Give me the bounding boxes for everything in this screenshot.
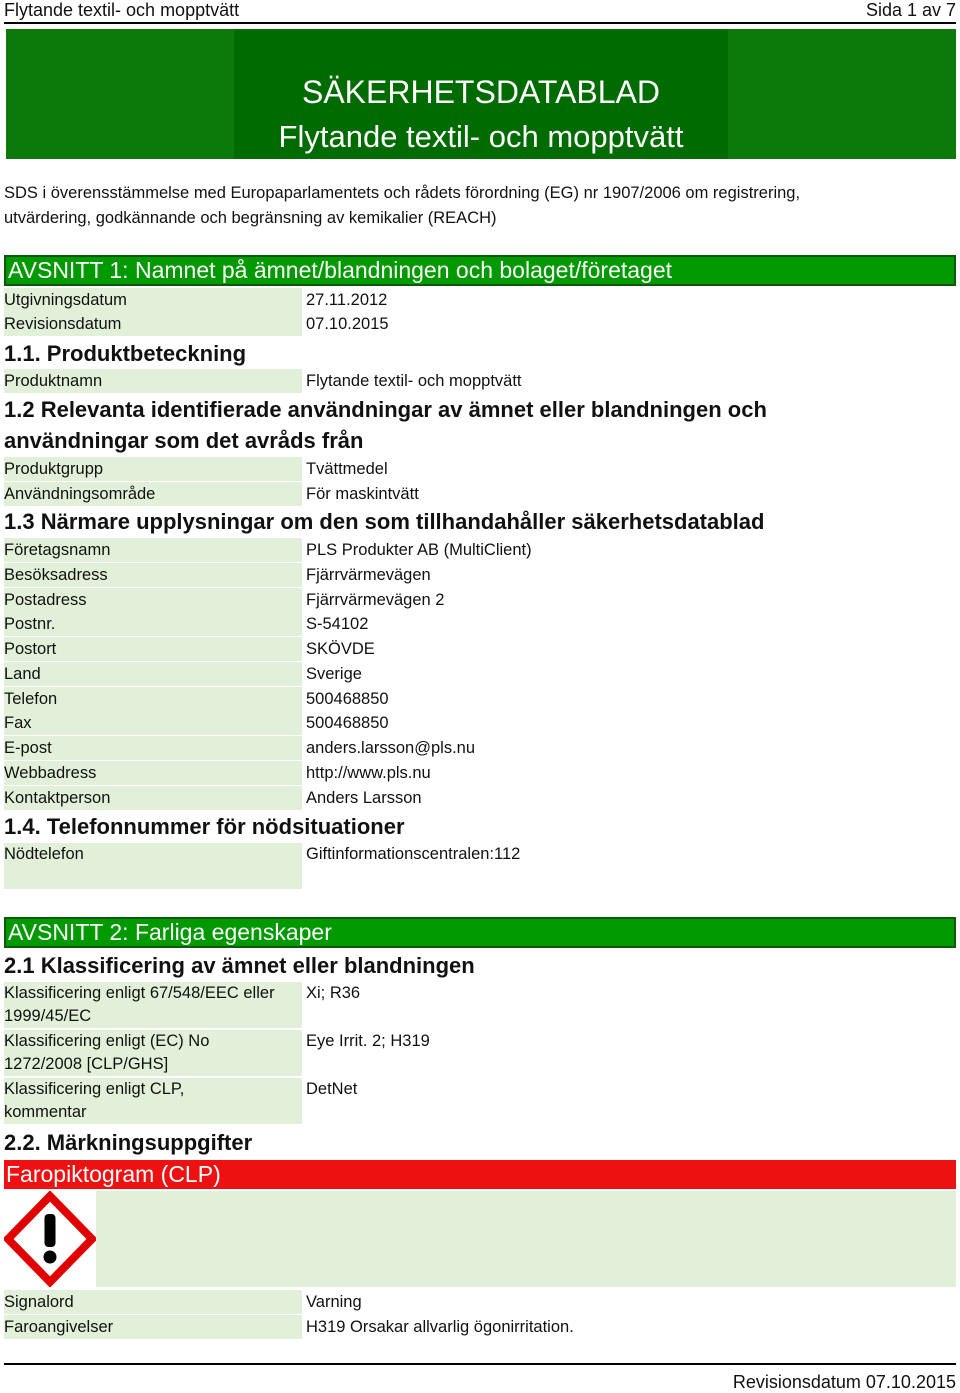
hazard-statement-row xyxy=(4,1315,956,1339)
subsection-2-1-title: 2.1 Klassificering av ämnet eller blandningen xyxy=(4,953,475,978)
intro-line-1: SDS i överensstämmelse med Europaparlamentets och rådets förordning (EG) nr 1907/2006 om registrering, xyxy=(4,184,801,202)
pictogram-header xyxy=(4,1160,956,1189)
product-name-value: Flytande textil- och mopptvätt xyxy=(306,372,522,390)
supplier-label: Fax xyxy=(4,711,302,735)
supplier-row-postal-address xyxy=(4,588,956,612)
classification-value: DetNet xyxy=(306,1080,358,1098)
revision-date-value: 07.10.2015 xyxy=(306,315,389,333)
supplier-value: Fjärrvärmevägen xyxy=(306,566,431,584)
email-link[interactable]: anders.larsson@pls.nu xyxy=(306,739,476,757)
classification-value: Xi; R36 xyxy=(306,984,361,1002)
page-number: Sida 1 av 7 xyxy=(865,0,956,20)
product-group-row xyxy=(4,457,956,481)
supplier-value: Sverige xyxy=(306,665,362,683)
product-title: Flytande textil- och mopptvätt xyxy=(278,119,684,154)
classification-label-line-2: 1999/45/EC xyxy=(4,1007,92,1025)
footer-divider xyxy=(4,1363,956,1365)
signal-word-label: Signalord xyxy=(4,1290,302,1314)
supplier-label: Postadress xyxy=(4,588,302,612)
subsection-1-1-title: 1.1. Produktbeteckning xyxy=(4,341,247,366)
subsection-1-3-title: 1.3 Närmare upplysningar om den som tillhandahåller säkerhetsdatablad xyxy=(4,509,765,534)
supplier-row-phone xyxy=(4,687,956,711)
supplier-label: Telefon xyxy=(4,687,302,711)
classification-label-cell xyxy=(4,1030,302,1076)
supplier-label: E-post xyxy=(4,736,302,760)
hazard-statement-value: H319 Orsakar allvarlig ögonirritation. xyxy=(306,1318,574,1336)
section-2-title: AVSNITT 2: Farliga egenskaper xyxy=(8,919,332,945)
usage-area-row xyxy=(4,482,956,506)
revision-date-label: Revisionsdatum xyxy=(4,312,302,336)
supplier-label: Företagsnamn xyxy=(4,538,302,562)
emergency-phone-value: Giftinformationscentralen:112 xyxy=(306,845,521,863)
revision-date-row xyxy=(4,312,956,336)
classification-label-cell xyxy=(4,1078,302,1124)
issue-date-row xyxy=(4,288,956,312)
classification-label-line-1: Klassificering enligt CLP, xyxy=(4,1080,185,1098)
header-divider xyxy=(4,22,956,24)
supplier-value: S-54102 xyxy=(306,615,369,633)
subsection-2-2-title: 2.2. Märkningsuppgifter xyxy=(4,1130,253,1155)
website-link[interactable]: http://www.pls.nu xyxy=(306,764,431,782)
hazard-statement-label: Faroangivelser xyxy=(4,1315,302,1339)
supplier-label: Webbadress xyxy=(4,761,302,785)
emergency-phone-label-cell xyxy=(4,843,302,889)
supplier-row-fax xyxy=(4,711,956,735)
classification-label-cell xyxy=(4,982,302,1028)
classification-label-line-1: Klassificering enligt 67/548/EEC eller xyxy=(4,984,275,1002)
supplier-row-country xyxy=(4,662,956,686)
supplier-label: Land xyxy=(4,662,302,686)
supplier-value: 500468850 xyxy=(306,714,389,732)
intro-line-2: utvärdering, godkännande och begränsning av kemikalier (REACH) xyxy=(4,209,497,227)
supplier-value: Anders Larsson xyxy=(306,789,422,807)
ghs07-exclamation-icon xyxy=(4,1191,96,1287)
product-name-row xyxy=(4,369,956,393)
classification-label-line-1: Klassificering enligt (EC) No xyxy=(4,1032,210,1050)
subsection-1-2-title-line-2: användningar som det avråds från xyxy=(4,428,364,453)
section-1-header xyxy=(4,255,956,286)
supplier-label: Postnr. xyxy=(4,612,302,636)
supplier-row-contact xyxy=(4,786,956,810)
header-title: Flytande textil- och mopptvätt xyxy=(4,0,240,20)
regulation-intro xyxy=(4,181,904,231)
supplier-label: Kontaktperson xyxy=(4,786,302,810)
supplier-row-company xyxy=(4,538,956,562)
section-1-title: AVSNITT 1: Namnet på ämnet/blandningen och bolaget/företaget xyxy=(8,257,673,283)
pictogram-cell xyxy=(4,1191,96,1287)
document-title: SÄKERHETSDATABLAD xyxy=(301,74,660,110)
subsection-1-2-title-line-1: 1.2 Relevanta identifierade användningar av ämnet eller blandningen och xyxy=(4,397,767,422)
supplier-value: Fjärrvärmevägen 2 xyxy=(306,591,445,609)
usage-area-value: För maskintvätt xyxy=(306,485,419,503)
supplier-label: Besöksadress xyxy=(4,563,302,587)
product-name-label: Produktnamn xyxy=(4,369,302,393)
supplier-label: Postort xyxy=(4,637,302,661)
pictogram-title: Faropiktogram (CLP) xyxy=(6,1161,221,1187)
supplier-value: 500468850 xyxy=(306,690,389,708)
product-group-value: Tvättmedel xyxy=(306,460,388,478)
subsection-1-4-title: 1.4. Telefonnummer för nödsituationer xyxy=(4,814,405,839)
classification-label-line-2: 1272/2008 [CLP/GHS] xyxy=(4,1055,169,1073)
issue-date-label: Utgivningsdatum xyxy=(4,288,302,312)
classification-label-line-2: kommentar xyxy=(4,1103,87,1121)
footer-revision-date: Revisionsdatum 07.10.2015 xyxy=(732,1372,956,1392)
supplier-row-email xyxy=(4,736,956,760)
classification-value: Eye Irrit. 2; H319 xyxy=(306,1032,430,1050)
issue-date-value: 27.11.2012 xyxy=(306,291,388,309)
product-group-label: Produktgrupp xyxy=(4,457,302,481)
emergency-phone-label: Nödtelefon xyxy=(4,845,84,863)
supplier-row-website xyxy=(4,761,956,785)
usage-area-label: Användningsområde xyxy=(4,482,302,506)
supplier-row-visit-address xyxy=(4,563,956,587)
pictogram-area xyxy=(4,1191,956,1287)
section-2-header xyxy=(4,917,956,948)
signal-word-value: Varning xyxy=(306,1293,362,1311)
supplier-row-city xyxy=(4,637,956,661)
title-banner xyxy=(6,29,956,159)
supplier-value: SKÖVDE xyxy=(306,640,375,658)
signal-word-row xyxy=(4,1290,956,1314)
supplier-value: PLS Produkter AB (MultiClient) xyxy=(306,541,532,559)
supplier-row-postcode xyxy=(4,612,956,636)
